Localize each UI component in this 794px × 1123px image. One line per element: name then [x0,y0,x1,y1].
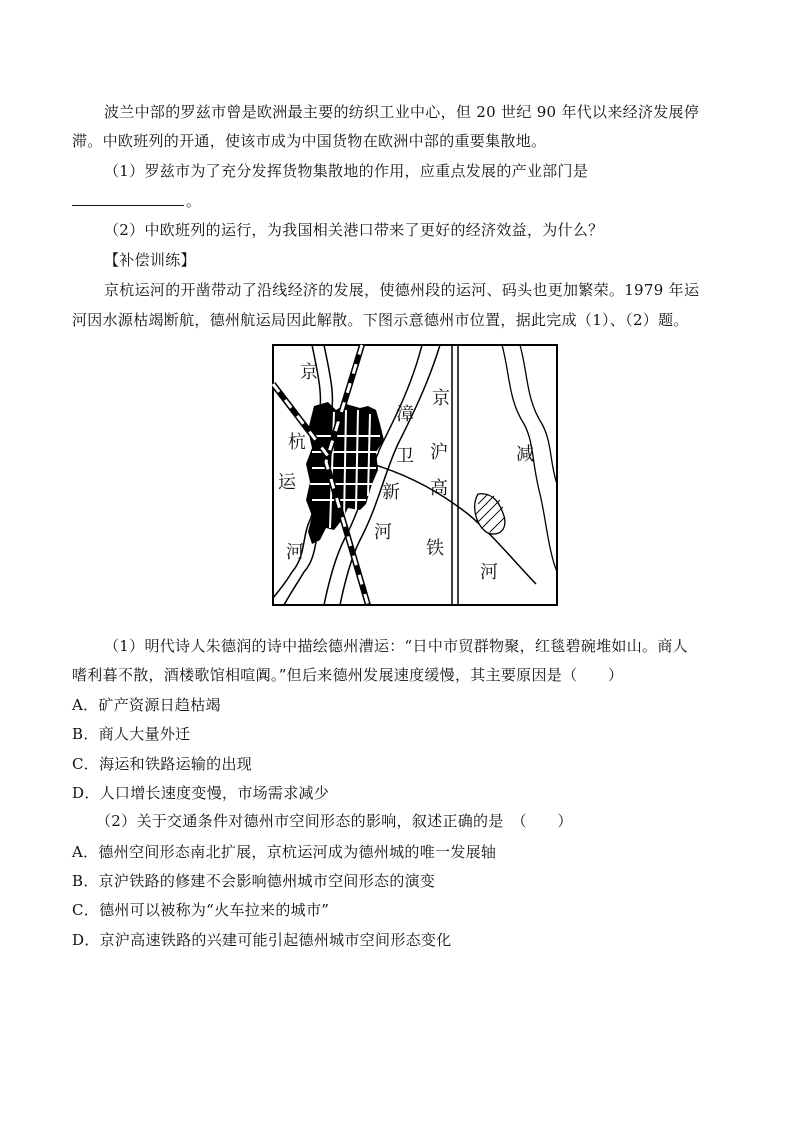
passage-1-line-2: 滞。中欧班列的开通，使该市成为中国货物在欧洲中部的重要集散地。 [72,132,547,150]
label-hang: 杭 [288,432,306,453]
mcq-2-option-a[interactable]: A．德州空间形态南北扩展，京杭运河成为德州城的唯一发展轴 [72,843,497,861]
label-he-3: 河 [480,562,498,583]
map-svg [272,344,558,606]
mcq-1-option-d[interactable]: D．人口增长速度变慢，市场需求减少 [72,784,330,802]
answer-blank-period: 。 [186,192,202,210]
label-jian: 减 [516,444,534,465]
dezhou-location-map [272,344,558,606]
mcq-1-option-c[interactable]: C．海运和铁路运输的出现 [72,755,253,773]
label-gao: 高 [430,478,448,499]
mcq-2-stem: （2）关于交通条件对德州市空间形态的影响，叙述正确的是 （ ） [96,812,573,830]
label-hu: 沪 [430,442,448,463]
passage-2-line-1: 京杭运河的开凿带动了沿线经济的发展，使德州段的运河、码头也更加繁荣。1979 年运 [104,281,700,299]
mcq-2-option-d[interactable]: D．京沪高速铁路的兴建可能引起德州城市空间形态变化 [72,931,452,949]
mcq-1-stem-line-2: 嗜利暮不散，酒楼歌馆相喧阗。”但后来德州发展速度缓慢，其主要原因是（ ） [72,666,624,684]
mcq-1-stem-line-1: （1）明代诗人朱德润的诗中描绘德州漕运：“日中市贸群物聚，红毯碧碗堆如山。商人 [104,637,688,655]
answer-blank[interactable] [72,191,184,206]
label-he-2: 河 [374,522,392,543]
question-2-prompt: （2）中欧班列的运行，为我国相关港口带来了更好的经济效益，为什么？ [104,221,604,239]
label-jing-1: 京 [300,362,318,383]
question-1-answer-line [72,190,732,212]
passage-2-line-2: 河因水源枯竭断航，德州航运局因此解散。下图示意德州市位置，据此完成（1）、（2）题。 [72,311,689,329]
mcq-1-option-a[interactable]: A．矿产资源日趋枯竭 [72,696,221,714]
mcq-1-option-b[interactable]: B．商人大量外迁 [72,725,191,743]
label-wei: 卫 [396,446,414,467]
mcq-2-option-b[interactable]: B．京沪铁路的修建不会影响德州城市空间形态的演变 [72,872,436,890]
label-zhang: 漳 [396,404,414,425]
label-tie: 铁 [426,538,444,559]
question-1-prompt: （1）罗兹市为了充分发挥货物集散地的作用，应重点发展的产业部门是 [104,162,589,180]
section-header: 【补偿训练】 [104,251,196,269]
passage-1-line-1: 波兰中部的罗兹市曾是欧洲最主要的纺织工业中心，但 20 世纪 90 年代以来经济发展停 [104,103,700,121]
label-he-1: 河 [286,542,304,563]
label-xin: 新 [382,482,400,503]
label-jing-2: 京 [432,388,450,409]
mcq-2-option-c[interactable]: C．德州可以被称为“火车拉来的城市” [72,901,330,919]
label-yun: 运 [278,472,296,493]
